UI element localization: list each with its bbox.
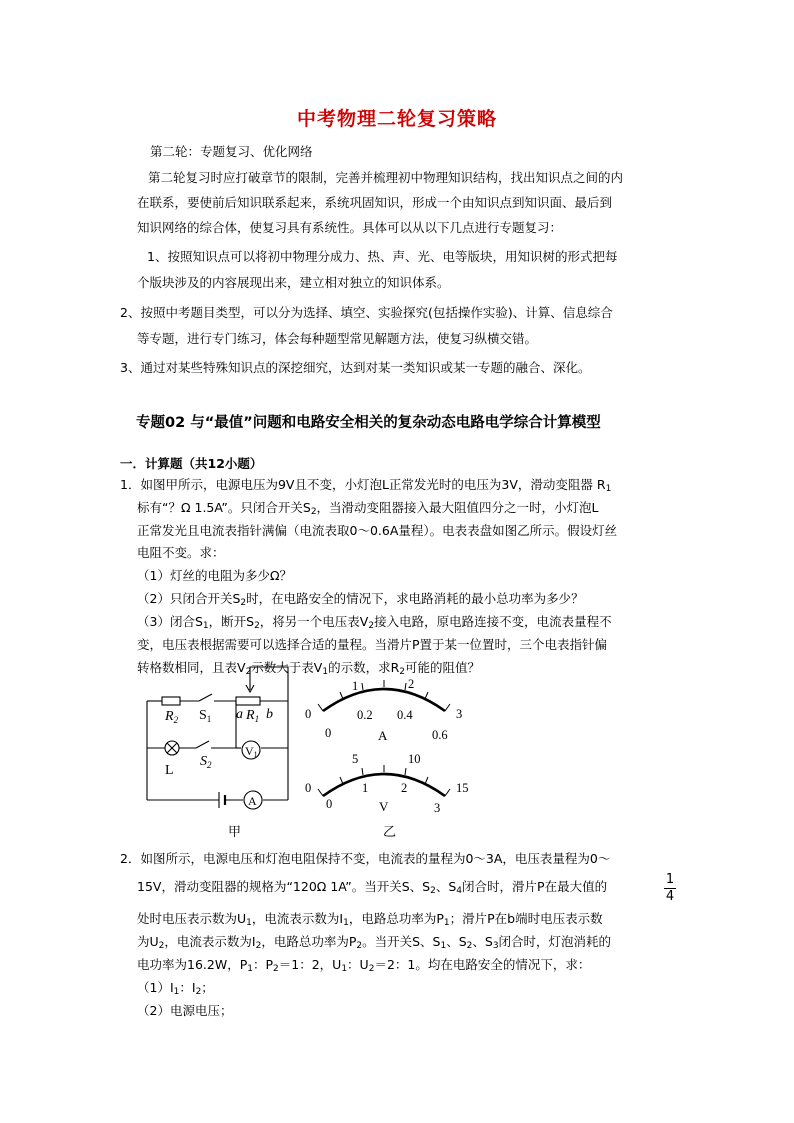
voltmeter-outer-1: 5 xyxy=(352,752,359,766)
voltmeter-inner-3: 3 xyxy=(434,801,441,815)
ammeter-dial xyxy=(305,677,462,743)
ammeter-arc xyxy=(323,689,445,711)
caption-jia: 甲 xyxy=(228,824,242,839)
switch-s2-blade xyxy=(196,741,209,748)
round-heading: 第二轮：专题复习、优化网络 xyxy=(150,144,313,159)
label-lamp: L xyxy=(165,763,174,778)
label-r1: $R_1$ xyxy=(246,708,260,724)
voltmeter-inner-0: 0 xyxy=(326,797,333,811)
q1-line-2: 标有“？Ω 1.5A”。只闭合开关$S_2$，当滑动变阻器接入最大阻值四分之一时，小灯泡L xyxy=(137,500,599,517)
point-3: 3、通过对某些特殊知识点的深挖细究，达到对某一类知识或某一专题的融合、深化。 xyxy=(120,360,591,375)
q1-line-1: 1．如图甲所示，电源电压为9V且不变，小灯泡L正常发光时的电压为3V，滑动变阻器 $R_1$ xyxy=(120,477,612,494)
q1-line-3: 正常发光且电流表指针满偏（电流表取0～0.6A量程）。电表表盘如图乙所示。假设灯丝 xyxy=(137,523,618,538)
fraction-denominator: 4 xyxy=(665,889,675,904)
q2-line-4: 为$U_2$，电流表示数为$I_2$，电路总功率为$P_2$。当开关S、$S_1$、$S_2$、$S_3$闭合时，灯泡消耗的 xyxy=(137,934,612,951)
circuit-diagram xyxy=(147,667,288,809)
page-title: 中考物理二轮复习策略 xyxy=(296,108,497,130)
ammeter-outer-1: 1 xyxy=(352,679,359,693)
ammeter-outer-2: 2 xyxy=(408,677,415,691)
label-ammeter: A xyxy=(248,794,257,808)
q2-sub-2: （2）电源电压； xyxy=(137,1003,233,1018)
resistor-r2-symbol xyxy=(162,697,180,705)
ammeter-inner-0: 0 xyxy=(325,726,332,740)
switch-s1-blade xyxy=(199,694,212,701)
q2-line-2: 15V，滑动变阻器的规格为“120Ω 1A”。当开关S、$S_2$、$S_4$闭合时，滑片P在最大值的 xyxy=(137,879,608,896)
q2-sub-1: $(1)I_1$：$I_2$； xyxy=(137,980,214,997)
fraction-numerator: 1 xyxy=(665,872,675,887)
ammeter-inner-3: 0.6 xyxy=(432,728,448,742)
rheostat-r1-symbol xyxy=(236,697,260,705)
voltmeter-dial xyxy=(305,752,469,839)
ammeter-symbol xyxy=(244,791,262,809)
point-2-line-2: 等专题，进行专门练习，体会每种题型常见解题方法，使复习纵横交错。 xyxy=(137,331,538,346)
ammeter-ticks xyxy=(318,680,450,711)
fraction-one-quarter xyxy=(664,872,676,905)
q2-line-1: 2．如图所示，电源电压和灯泡电阻保持不变，电流表的量程为0～3A，电压表量程为0～ xyxy=(120,851,611,866)
voltmeter-inner-1: 1 xyxy=(362,781,369,795)
q2-line-3: 处时电压表示数为$U_1$，电流表示数为$I_1$，电路总功率为$P_1$；滑片P在b端时电压表示数 xyxy=(137,911,603,928)
label-r2: $R_2$ xyxy=(165,709,179,725)
lamp-symbol xyxy=(165,741,179,755)
voltmeter-arc xyxy=(323,774,445,796)
intro-line-2: 在联系，要使前后知识联系起来，系统巩固知识，形成一个由知识点到知识面、最后到 xyxy=(137,195,613,210)
q1-sub-1: （1）灯丝的电阻为多少Ω？ xyxy=(137,568,293,583)
point-1-line-1: 1、按照知识点可以将初中物理分成力、热、声、光、电等版块，用知识树的形式把每 xyxy=(147,249,618,264)
label-s2: $S_2$ xyxy=(200,754,212,770)
point-1-line-2: 个版块涉及的内容展现出来，建立相对独立的知识体系。 xyxy=(137,275,450,290)
q1-sub-2: （2）只闭合开关$S_2$时，在电路安全的情况下，求电路消耗的最小总功率为多少？ xyxy=(137,591,584,608)
q2-line-5: 电功率为16.2W，$P_1$：$P_2=1$：2，$U_1$：$U_2=2$：1。均在电路安全的情况下，求： xyxy=(137,957,591,974)
voltmeter-v1-symbol xyxy=(242,741,260,759)
caption-yi: 乙 xyxy=(383,824,397,839)
q1-line-4: 电阻不变。求： xyxy=(137,545,225,560)
section-heading: 一．计算题（共12小题） xyxy=(120,456,263,471)
q1-sub-3-line-3: 转格数相同，且表$V_2$示数大于表$V_1$的示数，求$R_2$可能的阻值？ xyxy=(137,660,481,677)
q1-sub-3-line-2: 变，电压表根据需要可以选择合适的量程。当滑片P置于某一位置时，三个电表指针偏 xyxy=(137,637,608,652)
voltmeter-outer-3: 15 xyxy=(456,781,469,795)
ammeter-inner-1: 0.2 xyxy=(357,708,373,722)
label-s1: $S_1$ xyxy=(199,708,212,724)
point-2-line-1: 2、按照中考题目类型，可以分为选择、填空、实验探究(包括操作实验)、计算、信息综合 xyxy=(120,305,613,320)
q1-sub-3: （3）闭合$S_1$，断开$S_2$，将另一个电压表$V_2$接入电路，原电路连接不变，电流表量程不 xyxy=(137,614,612,631)
voltmeter-outer-0: 0 xyxy=(305,781,312,795)
label-a: a xyxy=(236,707,243,722)
ammeter-unit: A xyxy=(378,728,388,743)
voltmeter-outer-2: 10 xyxy=(408,752,421,766)
intro-line-1: 第二轮复习时应打破章节的限制，完善并梳理初中物理知识结构，找出知识点之间的内 xyxy=(148,170,624,185)
label-v1: V1 xyxy=(245,744,258,759)
voltmeter-ticks xyxy=(318,765,450,796)
ammeter-inner-2: 0.4 xyxy=(397,708,413,722)
label-b: b xyxy=(266,707,273,722)
ammeter-outer-3: 3 xyxy=(456,707,463,721)
circuit-labels xyxy=(164,707,273,839)
voltmeter-unit: V xyxy=(379,799,389,814)
ammeter-outer-0: 0 xyxy=(305,707,312,721)
topic-heading: 专题02 与“最值”问题和电路安全相关的复杂动态电路电学综合计算模型 xyxy=(136,415,601,431)
voltmeter-inner-2: 2 xyxy=(401,781,408,795)
intro-line-3: 知识网络的综合体，使复习具有系统性。具体可以从以下几点进行专题复习： xyxy=(137,220,563,235)
